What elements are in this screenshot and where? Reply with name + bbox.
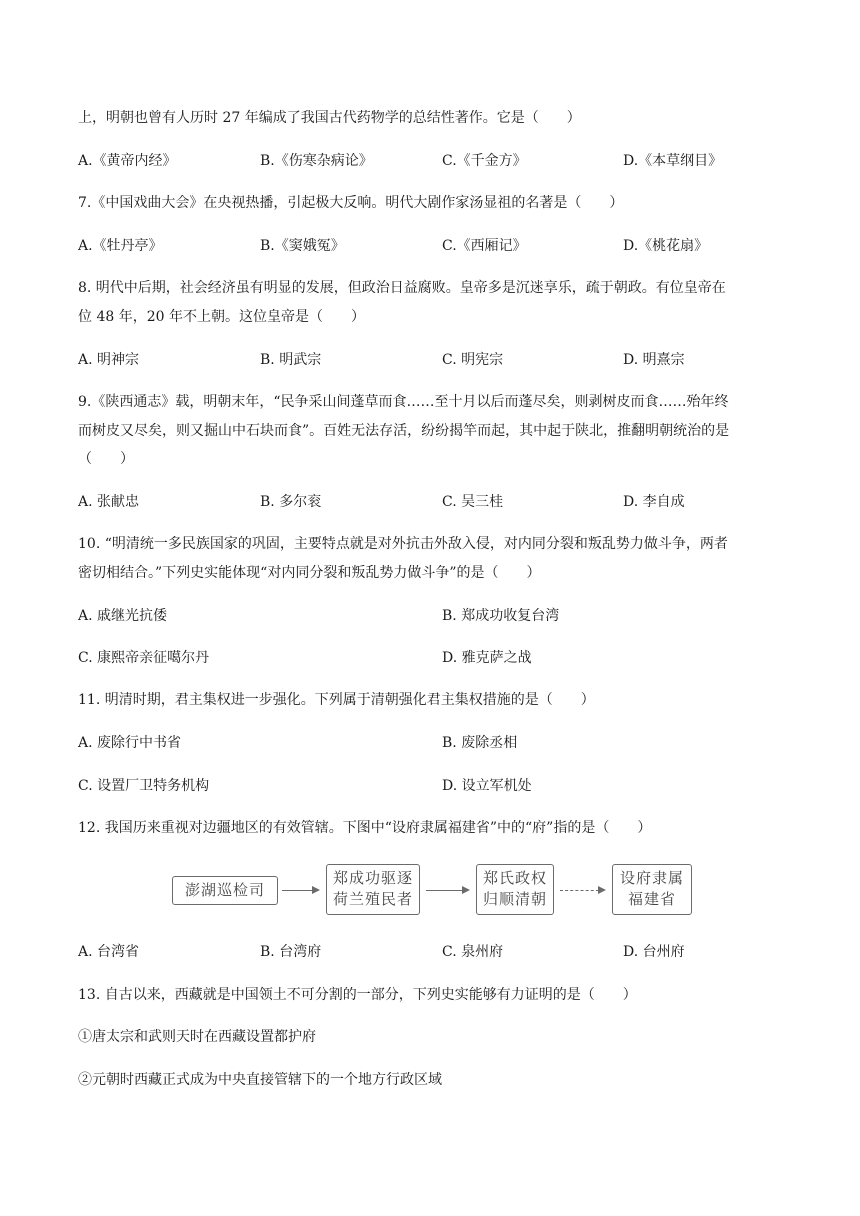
flow-box-zheng-regime	[476, 864, 554, 915]
flow-box-penghu-label: 澎湖巡检司	[184, 881, 265, 899]
option-a[interactable]: A. 明神宗	[78, 352, 140, 368]
option-a[interactable]: A. 台湾省	[78, 944, 140, 960]
flow-box-zheng-chenggong-line-2: 荷兰殖民者	[332, 890, 413, 908]
question-9-options	[78, 492, 798, 512]
flow-box-zheng-regime-line-1: 郑氏政权	[482, 869, 547, 887]
question-12-options	[78, 942, 798, 962]
flow-box-zheng-chenggong-line-1: 郑成功驱逐	[332, 869, 413, 887]
option-d[interactable]: D. 雅克萨之战	[442, 650, 532, 666]
flow-box-fujian-prefecture-line-2: 福建省	[627, 890, 676, 908]
flow-arrow-3-dashed	[560, 890, 604, 891]
flow-box-zheng-chenggong	[326, 864, 420, 915]
question-12: 12. 我国历来重视对边疆地区的有效管辖。下图中“设府隶属福建省”中的“府”指的是（ ）	[78, 820, 652, 836]
option-c[interactable]: C. 康熙帝亲征噶尔丹	[78, 650, 210, 666]
question-13-statement-2: ②元朝时西藏正式成为中央直接管辖下的一个地方行政区域	[78, 1072, 442, 1088]
option-b[interactable]: B. 废除丞相	[442, 735, 518, 751]
option-a[interactable]: A. 废除行中书省	[78, 735, 182, 751]
option-a[interactable]: A.《黄帝内经》	[78, 153, 177, 169]
question-13-statement-1: ①唐太宗和武则天时在西藏设置都护府	[78, 1029, 316, 1045]
option-d[interactable]: D.《本草纲目》	[623, 153, 723, 169]
question-11-options-row-2	[78, 776, 798, 796]
question-9-line-2: 而树皮又尽矣，则又掘山中石块而食”。百姓无法存活，纷纷揭竿而起，其中起于陕北，推翻明朝统治的是	[78, 423, 730, 439]
question-11-options-row-1	[78, 733, 798, 753]
option-c[interactable]: C. 明宪宗	[442, 352, 504, 368]
option-c[interactable]: C.《千金方》	[442, 153, 527, 169]
question-6-options	[78, 151, 798, 171]
option-b[interactable]: B.《窦娥冤》	[260, 238, 345, 254]
question-8-line-2: 位 48 年，20 年不上朝。这位皇帝是（ ）	[78, 309, 365, 325]
question-7-options	[78, 236, 798, 256]
question-10-options-row-2	[78, 648, 798, 668]
option-d[interactable]: D. 明熹宗	[623, 352, 685, 368]
option-c[interactable]: C. 吴三桂	[442, 494, 504, 510]
flow-box-fujian-prefecture	[612, 864, 692, 915]
option-d[interactable]: D.《桃花扇》	[623, 238, 709, 254]
option-a[interactable]: A.《牡丹亭》	[78, 238, 163, 254]
question-10-line-2: 密切相结合。”下列史实能体现“对内同分裂和叛乱势力做斗争”的是（ ）	[78, 565, 541, 581]
taiwan-administration-flowchart	[172, 860, 702, 918]
option-d[interactable]: D. 李自成	[623, 494, 685, 510]
question-13: 13. 自古以来，西藏就是中国领土不可分割的一部分，下列史实能够有力证明的是（ ）	[78, 987, 637, 1003]
question-9-line-3: （ ）	[78, 451, 134, 467]
option-c[interactable]: C. 泉州府	[442, 944, 504, 960]
flow-box-penghu	[172, 876, 278, 905]
question-10-options-row-1	[78, 606, 798, 626]
option-b[interactable]: B.《伤寒杂病论》	[260, 153, 373, 169]
question-6-tail: 上，明朝也曾有人历时 27 年编成了我国古代药物学的总结性著作。它是（ ）	[78, 110, 581, 126]
question-7: 7.《中国戏曲大会》在央视热播，引起极大反响。明代大剧作家汤显祖的名著是（ ）	[78, 195, 624, 211]
option-b[interactable]: B. 明武宗	[260, 352, 322, 368]
option-d[interactable]: D. 设立军机处	[442, 778, 532, 794]
option-b[interactable]: B. 郑成功收复台湾	[442, 608, 560, 624]
option-a[interactable]: A. 张献忠	[78, 494, 140, 510]
flow-arrow-1	[282, 890, 318, 891]
option-d[interactable]: D. 台州府	[623, 944, 685, 960]
question-8-line-1: 8. 明代中后期，社会经济虽有明显的发展，但政治日益腐败。皇帝多是沉迷享乐，疏于朝政。有位皇帝在	[78, 280, 726, 296]
question-11: 11. 明清时期，君主集权进一步强化。下列属于清朝强化君主集权措施的是（ ）	[78, 692, 595, 708]
question-8-options	[78, 350, 798, 370]
question-10-line-1: 10. “明清统一多民族国家的巩固，主要特点就是对外抗击外敌入侵，对内同分裂和叛乱势力做斗争，两者	[78, 536, 728, 552]
flow-box-zheng-regime-line-2: 归顺清朝	[482, 890, 547, 908]
flow-box-fujian-prefecture-line-1: 设府隶属	[619, 869, 684, 887]
option-b[interactable]: B. 台湾府	[260, 944, 322, 960]
option-b[interactable]: B. 多尔衮	[260, 494, 322, 510]
option-a[interactable]: A. 戚继光抗倭	[78, 608, 168, 624]
option-c[interactable]: C. 设置厂卫特务机构	[78, 778, 210, 794]
flow-arrow-2	[426, 890, 468, 891]
question-9-line-1: 9.《陕西通志》载，明朝末年，“民争采山间蓬草而食……至十月以后而蓬尽矣，则剥树皮而食……殆年终	[78, 394, 729, 410]
option-c[interactable]: C.《西厢记》	[442, 238, 527, 254]
